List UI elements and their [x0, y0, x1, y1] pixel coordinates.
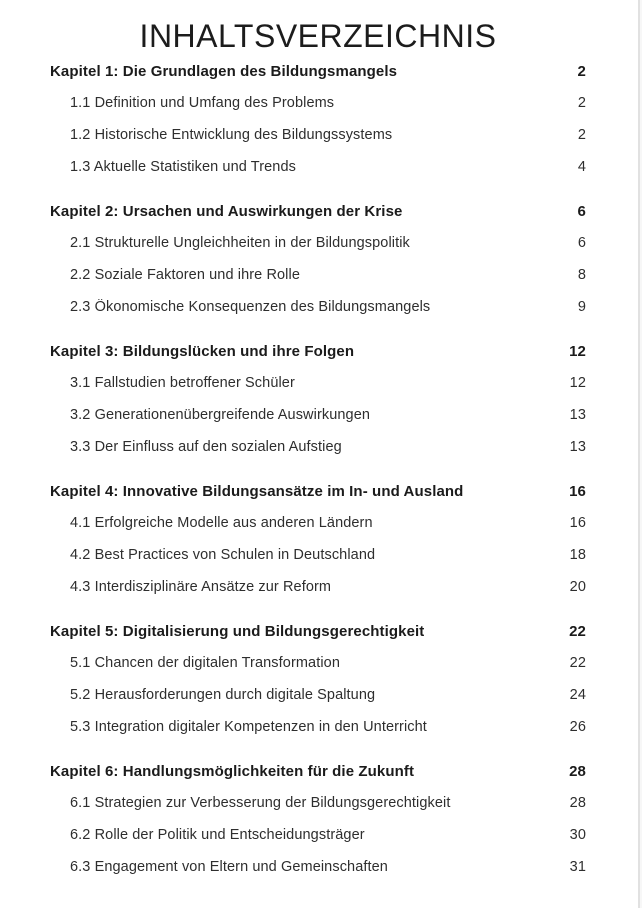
toc-item-row [50, 119, 586, 151]
toc-item-page-number: 2 [577, 127, 586, 143]
toc-chapter-block [50, 755, 586, 883]
toc-chapter-row [50, 335, 586, 367]
toc-chapter-block [50, 475, 586, 603]
toc-chapter-row [50, 475, 586, 507]
toc-item-row [50, 851, 586, 883]
toc-item-page-number: 16 [569, 515, 586, 531]
toc-chapter-page-number: 28 [569, 762, 586, 780]
toc-chapter-block [50, 335, 586, 463]
toc-item-label: 4.2 Best Practices von Schulen in Deutschland [70, 547, 376, 563]
toc-content [0, 17, 642, 883]
toc-chapter-label: Kapitel 5: Digitalisierung und Bildungsgerechtigkeit [50, 622, 425, 640]
toc-chapter-label: Kapitel 3: Bildungslücken und ihre Folgen [50, 342, 355, 360]
toc-item-row [50, 259, 586, 291]
toc-item-label: 5.2 Herausforderungen durch digitale Spaltung [70, 687, 376, 703]
toc-chapter-block [50, 615, 586, 743]
toc-item-label: 2.3 Ökonomische Konsequenzen des Bildungsmangels [70, 299, 431, 315]
page-title: INHALTSVERZEICHNIS [139, 18, 497, 54]
toc-chapter-page-number: 22 [569, 622, 586, 640]
toc-chapter-page-number: 16 [569, 482, 586, 500]
toc-item-page-number: 26 [569, 719, 586, 735]
toc-item-row [50, 431, 586, 463]
toc-chapter-label: Kapitel 6: Handlungsmöglichkeiten für die Zukunft [50, 762, 415, 780]
toc-item-page-number: 4 [577, 159, 586, 175]
toc-item-label: 6.3 Engagement von Eltern und Gemeinschaften [70, 859, 388, 875]
toc-chapter-row [50, 55, 586, 87]
toc-item-label: 4.3 Interdisziplinäre Ansätze zur Reform [70, 579, 332, 595]
toc-item-row [50, 539, 586, 571]
toc-item-label: 3.1 Fallstudien betroffener Schüler [70, 375, 295, 391]
toc-item-label: 3.2 Generationenübergreifende Auswirkungen [70, 407, 371, 423]
toc-item-row [50, 151, 586, 183]
toc-item-row [50, 711, 586, 743]
toc-item-label: 6.1 Strategien zur Verbesserung der Bildungsgerechtigkeit [70, 795, 451, 811]
toc-chapter-page-number: 12 [569, 342, 586, 360]
toc-chapter-row [50, 195, 586, 227]
toc-chapter-row [50, 755, 586, 787]
toc-chapter-page-number: 6 [577, 202, 586, 220]
toc-item-page-number: 6 [577, 235, 586, 251]
toc-chapter-block [50, 195, 586, 323]
toc-item-page-number: 18 [569, 547, 586, 563]
toc-item-row [50, 399, 586, 431]
toc-item-page-number: 8 [577, 267, 586, 283]
toc-item-row [50, 227, 586, 259]
toc-item-page-number: 31 [569, 859, 586, 875]
toc-item-row [50, 507, 586, 539]
toc-item-page-number: 13 [569, 407, 586, 423]
toc-chapter-block [50, 55, 586, 183]
toc-item-page-number: 13 [569, 439, 586, 455]
toc-item-row [50, 819, 586, 851]
toc-item-label: 1.1 Definition und Umfang des Problems [70, 95, 335, 111]
toc-item-label: 1.2 Historische Entwicklung des Bildungssystems [70, 127, 393, 143]
toc-item-label: 5.1 Chancen der digitalen Transformation [70, 655, 340, 671]
toc-item-label: 4.1 Erfolgreiche Modelle aus anderen Ländern [70, 515, 373, 531]
toc-item-page-number: 22 [569, 655, 586, 671]
toc-item-row [50, 647, 586, 679]
toc-item-label: 2.1 Strukturelle Ungleichheiten in der Bildungspolitik [70, 235, 410, 251]
toc-item-row [50, 787, 586, 819]
toc-chapter-label: Kapitel 1: Die Grundlagen des Bildungsmangels [50, 62, 398, 80]
toc-chapter-page-number: 2 [577, 62, 586, 80]
toc-item-label: 2.2 Soziale Faktoren und ihre Rolle [70, 267, 300, 283]
toc-item-page-number: 24 [569, 687, 586, 703]
toc-item-page-number: 28 [569, 795, 586, 811]
toc-item-label: 3.3 Der Einfluss auf den sozialen Aufstieg [70, 439, 342, 455]
toc-item-label: 1.3 Aktuelle Statistiken und Trends [70, 159, 296, 175]
toc-item-row [50, 291, 586, 323]
toc-item-page-number: 9 [577, 299, 586, 315]
toc-chapter-label: Kapitel 4: Innovative Bildungsansätze im In- und Ausland [50, 482, 464, 500]
toc-item-row [50, 571, 586, 603]
toc-item-page-number: 30 [569, 827, 586, 843]
toc-chapter-row [50, 615, 586, 647]
toc-item-page-number: 12 [569, 375, 586, 391]
toc-chapter-label: Kapitel 2: Ursachen und Auswirkungen der Krise [50, 202, 403, 220]
toc-item-page-number: 20 [569, 579, 586, 595]
toc-item-label: 6.2 Rolle der Politik und Entscheidungsträger [70, 827, 365, 843]
toc-item-row [50, 679, 586, 711]
toc-item-label: 5.3 Integration digitaler Kompetenzen in den Unterricht [70, 719, 427, 735]
page-edge-divider [638, 0, 640, 908]
toc-item-page-number: 2 [577, 95, 586, 111]
toc-item-row [50, 87, 586, 119]
toc-item-row [50, 367, 586, 399]
